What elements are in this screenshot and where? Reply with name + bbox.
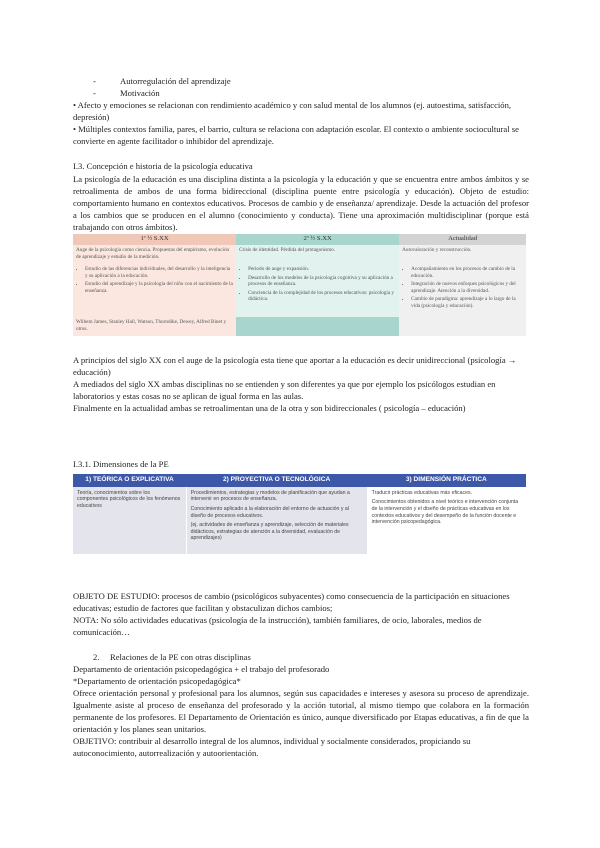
section-2-line-1: Departamento de orientación psicopedagógica + el trabajo del profesorado [73,664,330,674]
history-cell [236,264,399,317]
section-heading-1-3: I.3. Concepción e historia de la psicología educativa [73,161,253,171]
section-2-line-2: *Departamento de orientación psicopedagógica* [73,676,241,686]
dimension-text: Traducir prácticas educativas más eficaces. [371,489,473,496]
objeto-estudio-paragraph: OBJETO DE ESTUDIO: procesos de cambio (psicológicos subyacentes) como consecuencia de la participación en situaciones educativas; estudio de factores que facilitan y obstaculizan dichos cambios; [73,591,510,613]
history-cell [399,264,526,317]
history-header-col2: 2ª ½ S.XX [236,234,399,245]
history-list-item: • Cambio de paradigma: aprendizaje a lo largo de la vida (psicología y educación). [411,296,523,309]
dimension-text: Teoría, conocimientos sobre los componentes psicológicos de los fenómenos educativos [77,489,181,509]
history-list-item: • Periodo de auge y expansión. [248,266,396,273]
section-heading-1-3-1: I.3.1. Dimensiones de la PE [73,459,169,469]
history-list-item: • Conciencia de la complejidad de los procesos educativos: psicología y didáctica. [248,290,396,303]
history-cell [73,264,236,317]
dimension-cell-proyectiva [186,487,367,554]
section-heading-2: Relaciones de la PE con otras disciplinas [110,652,251,662]
dimensions-table [73,474,526,554]
dimension-header-teorica: 1) TEÓRICA O EXPLICATIVA [73,474,186,487]
history-header-col1: 1ª ½ S.XX [73,234,236,245]
history-list-item: • Estudio de las diferencias individuales, del desarrollo y la inteligencia y su aplicación a la educación. [85,266,233,279]
objetivo-paragraph: OBJETIVO: contribuir al desarrollo integral de los alumnos, individual y socialmente considerados, propiciando su autoconocimiento, autorrealización y autoorientación. [73,736,471,758]
history-list-item: • Desarrollo de los modelos de la psicología cognitiva y su aplicación a procesos de enseñanza. [248,275,396,288]
dimension-header-practica: 3) DIMENSIÓN PRÁCTICA [367,474,525,487]
history-cell [236,317,399,336]
after-table-line-2: A mediados del siglo XX ambas disciplinas no se entienden y son diferentes ya que por ejemplo los psicólogos estudian en laboratorios y estas cosas no se aplican de igual forma en las aulas. [73,379,496,401]
history-cell: Crisis de identidad. Pérdida del protagonismo. [236,245,399,264]
history-cell [399,317,526,336]
after-table-line-3: Finalmente en la actualidad ambas se retroalimentan una de la otra y son bidireccionales ( psicología – educación) [73,403,466,413]
dimension-text: Conocimientos obtenidos a nivel teórico e intervención conjunta de la intervención y el diseño de prácticas educativas en los contextos educativos y del desempeño de la función docente e intervención psicopedagógica. [371,499,519,526]
section-number-2: 2. [93,652,100,662]
dash-bullet: - [93,88,96,98]
bullet-autorregulacion: Autorregulación del aprendizaje [120,76,231,86]
history-list-item: • Acompañamiento en los procesos de cambio de la educación. [411,266,523,279]
dimension-cell-teorica [73,487,186,554]
section-1-3-paragraph: La psicología de la educación es una disciplina distinta a la psicología y la educación y que se encuentra entre ambos ámbitos y se retroalimenta de ambos de una forma bidireccional (disciplina puente entre psicología y educación). Objeto de estudio: comportamiento humano en contextos educativos. Procesos de cambio y de enseñanza/ aprendizaje. Desde la actuación del profesor a los cambios que se producen en el alumno (conocimiento y conducta). Tiene una aproximación multidisciplinar (porque está trabajando con otros ámbitos). [73,174,529,232]
dimension-text: Procedimientos, estrategias y modelos de planificación que ayudan a intervenir en procesos de enseñanza. [190,489,350,503]
nota-paragraph: NOTA: No sólo actividades educativas (psicología de la instrucción), también familiares, de ocio, laborales, medios de comunicación… [73,615,482,637]
history-cell: Auge de la psicología como ciencia. Propuestas del empirismo, evolución de aprendizaje y estudio de la medición. [73,245,236,264]
history-list-item: • Integración de nuevos enfoques psicológicos y del aprendizaje. Atención a la diversidad. [411,281,523,294]
history-cell: Wilhem James, Stanley Hall, Watson, Thorndike, Dewey, Alfred Binet y otros. [73,317,236,336]
history-header-col3: Actualidad [399,234,526,245]
bullet-motivacion: Motivación [120,88,160,98]
history-list-item: • Estudio del aprendizaje y la psicología del niño con el nacimiento de la enseñanza. [85,281,233,294]
bullet-contextos: • Múltiples contextos familia, pares, el barrio, cultura se relaciona con adaptación escolar. El contexto o ambiente sociocultural se convierte en agente facilitador o inhibidor del aprendizaje. [73,124,519,146]
bullet-afecto: • Afecto y emociones se relacionan con rendimiento académico y con salud mental de los alumnos (ej. autoestima, satisfacción, depresión) [73,100,512,122]
dimension-text: (ej. actividades de enseñanza y aprendizaje, selección de materiales didácticos, estrategias de atención a la diversidad, evaluación de aprendizajes) [190,522,349,542]
history-cell: Autovaloración y reconstrucción. [399,245,526,264]
orientacion-paragraph: Ofrece orientación personal y profesional para los alumnos, según sus capacidades e intereses y asesora su proceso de aprendizaje. Igualmente asiste al proceso de enseñanza del profesorado y la acción tutorial, al mismo tiempo que colabora en la formación permanente de los profesores. El Departamento de Orientación es único, aunque diversificado por Etapas educativas, a fin de que la orientación y los planes sean unitarios. [73,688,529,734]
after-table-line-1: A principios del siglo XX con el auge de la psicología esta tiene que aportar a la educación es decir unidireccional (psicología → educación) [73,355,517,377]
dimension-header-proyectiva: 2) PROYECTIVA O TECNOLÓGICA [186,474,367,487]
dimension-cell-practica [367,487,525,554]
history-table [73,234,526,336]
dimension-text: Conocimiento aplicado a la elaboración del entorno de actuación y al diseño de procesos educativos. [190,505,349,519]
dash-bullet: - [93,76,96,86]
